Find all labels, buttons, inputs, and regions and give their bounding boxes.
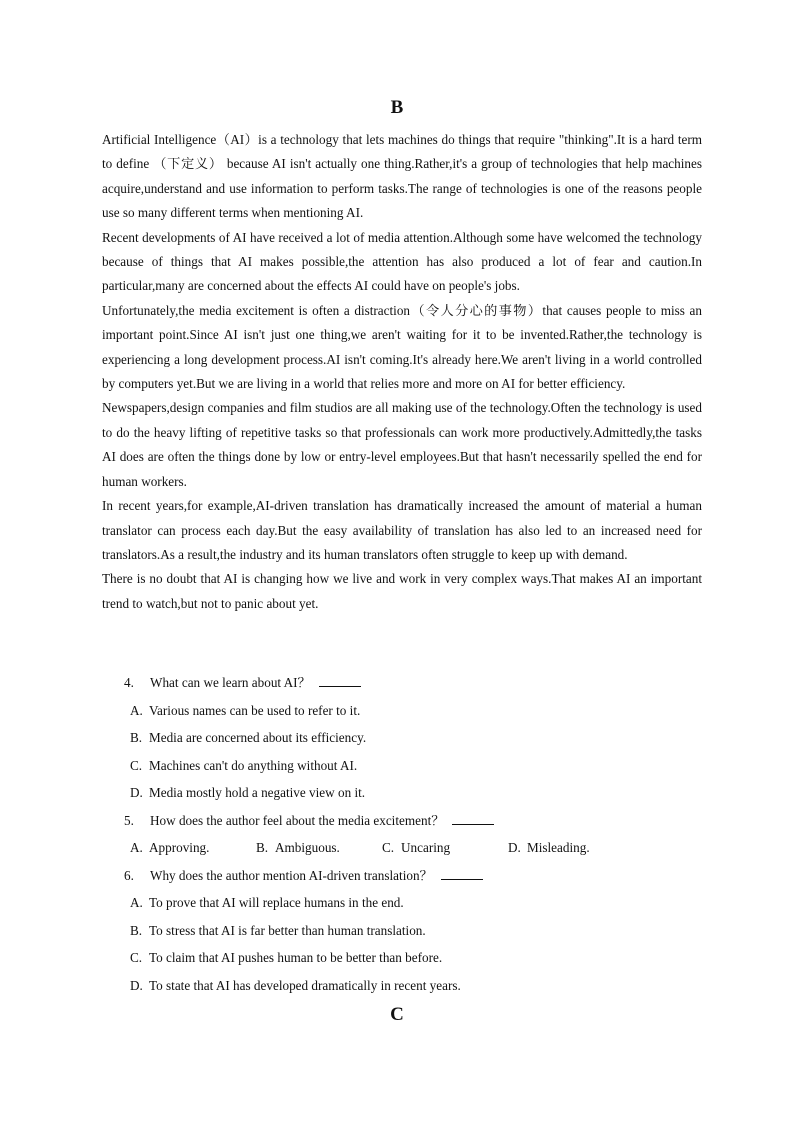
answer-blank[interactable]: [441, 865, 483, 880]
section-heading-b: B: [390, 97, 404, 118]
question-5-option-b[interactable]: B. Ambiguous.: [256, 840, 340, 855]
passage-paragraph: There is no doubt that AI is changing how we live and work in very complex ways.That makes AI an important trend to watch,but not to panic about yet.: [102, 571, 702, 611]
question-4-option-d[interactable]: D. Media mostly hold a negative view on it.: [130, 785, 366, 800]
question-text: How does the author feel about the media excitement？: [150, 812, 445, 828]
question-text: Why does the author mention AI-driven translation？: [150, 867, 433, 883]
question-5-option-d[interactable]: D. Misleading.: [508, 840, 590, 855]
question-list: [102, 669, 702, 999]
question-5-options: [102, 834, 702, 862]
question-4-option-b[interactable]: B. Media are concerned about its efficiency.: [130, 730, 367, 745]
question-5-option-c[interactable]: C. Uncaring: [382, 840, 451, 855]
question-number: 4.: [124, 675, 134, 690]
question-5-stem: [102, 807, 702, 835]
passage-paragraph: Recent developments of AI have received a lot of media attention.Although some have welcomed the technology because of things that AI makes possible,the attention has also produced a lot of fear and caution.In particular,many are concerned about the effects AI could have on people's jobs.: [102, 229, 702, 294]
question-6-option-a[interactable]: A. To prove that AI will replace humans in the end.: [130, 895, 404, 910]
passage-paragraph: Newspapers,design companies and film studios are all making use of the technology.Often the technology is used to do the heavy lifting of repetitive tasks so that professionals can work more productively.Admittedly,the tasks AI does are often the things done by low or entry-level employees.But that hasn't necessarily spelled the end for human workers.: [102, 400, 702, 489]
question-6-option-c[interactable]: C. To claim that AI pushes human to be better than before.: [130, 950, 443, 965]
question-4-option-a[interactable]: A. Various names can be used to refer to it.: [130, 702, 361, 718]
question-number: 5.: [124, 812, 134, 828]
question-text: What can we learn about AI？: [150, 675, 311, 690]
passage-paragraph: Unfortunately,the media excitement is often a distraction（令人分心的事物）that causes people to miss an important point.Since AI isn't just one thing,we aren't waiting for it to be invented.Rather,the technology is experiencing a long development process.AI isn't coming.It's already here.We aren't living in a world controlled by computers yet.But we are living in a world that relies more and more on AI for better efficiency.: [102, 302, 702, 392]
question-6-stem: [102, 862, 702, 890]
passage-paragraph: Artificial Intelligence（AI）is a technology that lets machines do things that require "thinking".It is a hard term to define （下定义） because AI isn't actually one thing.Rather,it's a group of technologies that help machines acquire,understand and use information to perform tasks.The range of technologies is one of the reasons people use so many different terms when mentioning AI.: [102, 132, 702, 221]
passage-paragraph: In recent years,for example,AI-driven translation has dramatically increased the amount of material a human translator can process each day.But the easy availability of translation has also led to an increased need for translators.As a result,the industry and its human translators often struggle to keep up with demand.: [102, 498, 702, 562]
question-number: 6.: [124, 867, 134, 883]
reading-passage: [102, 128, 702, 616]
question-4-stem: [102, 669, 702, 697]
question-6-option-b[interactable]: B. To stress that AI is far better than human translation.: [130, 922, 426, 938]
question-5-option-a[interactable]: A. Approving.: [130, 840, 210, 855]
question-4-option-c[interactable]: C. Machines can't do anything without AI.: [130, 757, 358, 773]
answer-blank[interactable]: [452, 810, 494, 825]
answer-blank[interactable]: [319, 672, 361, 687]
question-6-option-d[interactable]: D. To state that AI has developed dramatically in recent years.: [130, 977, 461, 993]
section-heading-c: C: [390, 1004, 404, 1025]
